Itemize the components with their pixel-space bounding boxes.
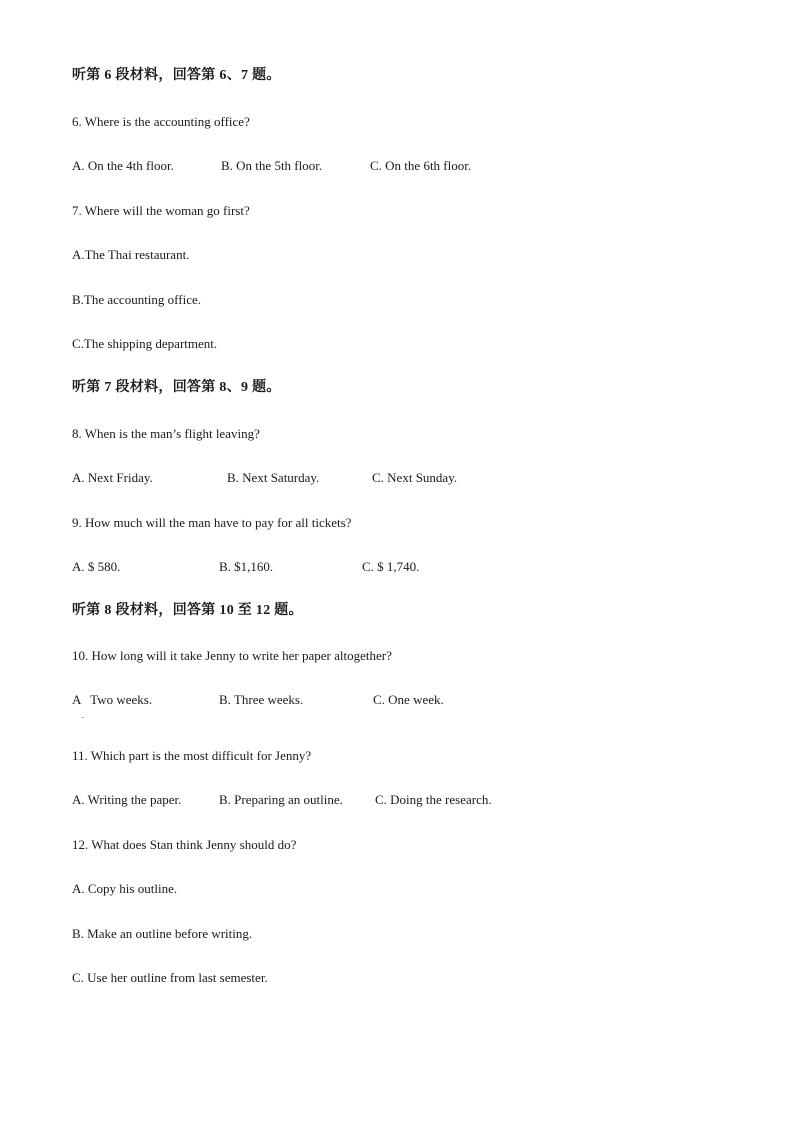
section-heading-7: 听第 7 段材料，回答第 8、9 题。 [72, 380, 281, 395]
question-10: 10. How long will it take Jenny to write her paper altogether? [72, 648, 392, 663]
q8-option-a: A. Next Friday. [72, 470, 153, 485]
q12-option-b: B. Make an outline before writing. [72, 926, 253, 941]
question-6: 6. Where is the accounting office? [72, 114, 250, 129]
question-8: 8. When is the man’s flight leaving? [72, 426, 260, 441]
q6-option-b: B. On the 5th floor. [221, 158, 323, 173]
q8-option-c: C. Next Sunday. [372, 470, 458, 485]
q11-option-b: B. Preparing an outline. [219, 792, 343, 807]
q8-option-b: B. Next Saturday. [227, 470, 320, 485]
question-12: 12. What does Stan think Jenny should do? [72, 837, 297, 852]
q11-option-a: A. Writing the paper. [72, 792, 182, 807]
q7-option-c: C.The shipping department. [72, 336, 218, 351]
q6-option-c: C. On the 6th floor. [370, 158, 472, 173]
question-7: 7. Where will the woman go first? [72, 203, 250, 218]
q12-option-c: C. Use her outline from last semester. [72, 970, 268, 985]
q7-option-b: B.The accounting office. [72, 292, 201, 307]
q9-option-a: A. $ 580. [72, 559, 121, 574]
q10-option-b: B. Three weeks. [219, 692, 304, 707]
q10-option-a: A Two weeks. [72, 692, 153, 707]
question-11: 11. Which part is the most difficult for Jenny? [72, 748, 312, 763]
q10-option-c: C. One week. [373, 692, 444, 707]
q11-option-c: C. Doing the research. [375, 792, 492, 807]
q6-option-a: A. On the 4th floor. [72, 158, 174, 173]
q9-option-c: C. $ 1,740. [362, 559, 420, 574]
stray-dot-mark: . [82, 711, 84, 720]
q12-option-a: A. Copy his outline. [72, 881, 178, 896]
section-heading-8: 听第 8 段材料，回答第 10 至 12 题。 [72, 603, 303, 618]
section-heading-6: 听第 6 段材料，回答第 6、7 题。 [72, 68, 281, 83]
q7-option-a: A.The Thai restaurant. [72, 247, 190, 262]
question-9: 9. How much will the man have to pay for all tickets? [72, 515, 352, 530]
q9-option-b: B. $1,160. [219, 559, 274, 574]
